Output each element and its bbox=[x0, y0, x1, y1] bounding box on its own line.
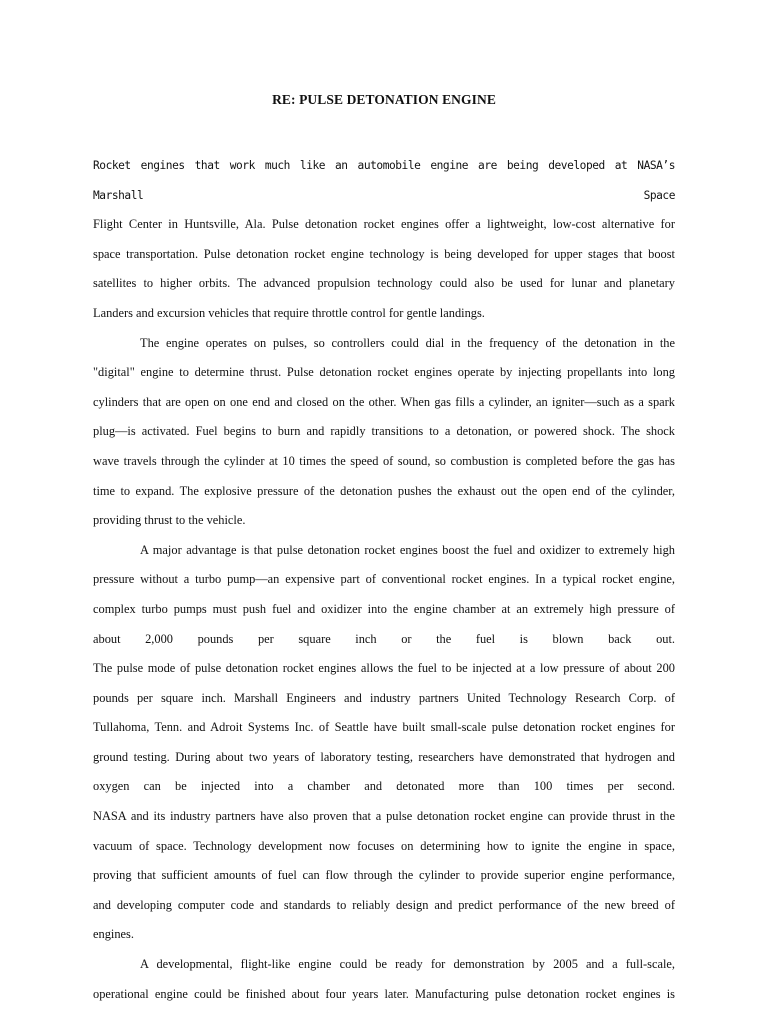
text-line: NASA and its industry partners have also proven that a pulse detonation rocket engine can provide thrust in the bbox=[93, 809, 675, 824]
text-line: oxygen can be injected into a chamber and detonated more than 100 times per second. bbox=[93, 779, 675, 794]
text-line: engines. bbox=[93, 927, 134, 942]
text-line: "digital" engine to determine thrust. Pulse detonation rocket engines operate by injecting propellants into long bbox=[93, 365, 675, 380]
text-line: A developmental, flight-like engine could be ready for demonstration by 2005 and a full-scale, bbox=[140, 957, 675, 972]
text-line: operational engine could be finished about four years later. Manufacturing pulse detonation rocket engines is bbox=[93, 986, 675, 1001]
text-line: complex turbo pumps must push fuel and oxidizer into the engine chamber at an extremely high pressure of bbox=[93, 601, 675, 616]
text-line: and developing computer code and standards to reliably design and predict performance of the new breed of bbox=[93, 897, 675, 912]
text-line: vacuum of space. Technology development now focuses on determining how to ignite the engine in space, bbox=[93, 838, 675, 853]
text-line: wave travels through the cylinder at 10 times the speed of sound, so combustion is completed before the gas has bbox=[93, 453, 675, 468]
text-line: ground testing. During about two years of laboratory testing, researchers have demonstrated that hydrogen and bbox=[93, 749, 675, 764]
text-line: plug—is activated. Fuel begins to burn and rapidly transitions to a detonation, or powered shock. The shock bbox=[93, 424, 675, 439]
text-line: A major advantage is that pulse detonation rocket engines boost the fuel and oxidizer to extremely high bbox=[140, 542, 675, 557]
paragraph-4 bbox=[93, 950, 675, 1009]
text-line: Rocket engines that work much like an automobile engine are being developed at NASA’s Marshall Space bbox=[93, 159, 675, 202]
text-line: cylinders that are open on one end and closed on the other. When gas fills a cylinder, an igniter—such as a spark bbox=[93, 394, 675, 409]
document-title: RE: PULSE DETONATION ENGINE bbox=[272, 92, 496, 107]
text-line: satellites to higher orbits. The advanced propulsion technology could also be used for lunar and planetary bbox=[93, 276, 675, 291]
text-line: Landers and excursion vehicles that require throttle control for gentle landings. bbox=[93, 305, 485, 320]
text-line: pounds per square inch. Marshall Engineers and industry partners United Technology Research Corp. of bbox=[93, 690, 675, 705]
paragraph-3 bbox=[93, 536, 675, 950]
text-line: proving that sufficient amounts of fuel can flow through the cylinder to provide superior engine performance, bbox=[93, 868, 675, 883]
text-line: time to expand. The explosive pressure of the detonation pushes the exhaust out the open end of the cylinder, bbox=[93, 483, 675, 498]
text-line: The pulse mode of pulse detonation rocket engines allows the fuel to be injected at a low pressure of about 200 bbox=[93, 661, 675, 676]
paragraph-1 bbox=[93, 151, 675, 329]
text-line: pressure without a turbo pump—an expensive part of conventional rocket engines. In a typical rocket engine, bbox=[93, 572, 675, 587]
text-line: about 2,000 pounds per square inch or the fuel is blown back out. bbox=[93, 631, 675, 646]
text-line: The engine operates on pulses, so controllers could dial in the frequency of the detonation in the bbox=[140, 335, 675, 350]
text-line: Tullahoma, Tenn. and Adroit Systems Inc. of Seattle have built small-scale pulse detonation rocket engines for bbox=[93, 720, 675, 735]
text-line: Flight Center in Huntsville, Ala. Pulse detonation rocket engines offer a lightweight, low-cost alternative for bbox=[93, 217, 675, 232]
paragraph-2 bbox=[93, 329, 675, 536]
text-line: space transportation. Pulse detonation rocket engine technology is being developed for upper stages that boost bbox=[93, 246, 675, 261]
text-line: providing thrust to the vehicle. bbox=[93, 513, 246, 528]
